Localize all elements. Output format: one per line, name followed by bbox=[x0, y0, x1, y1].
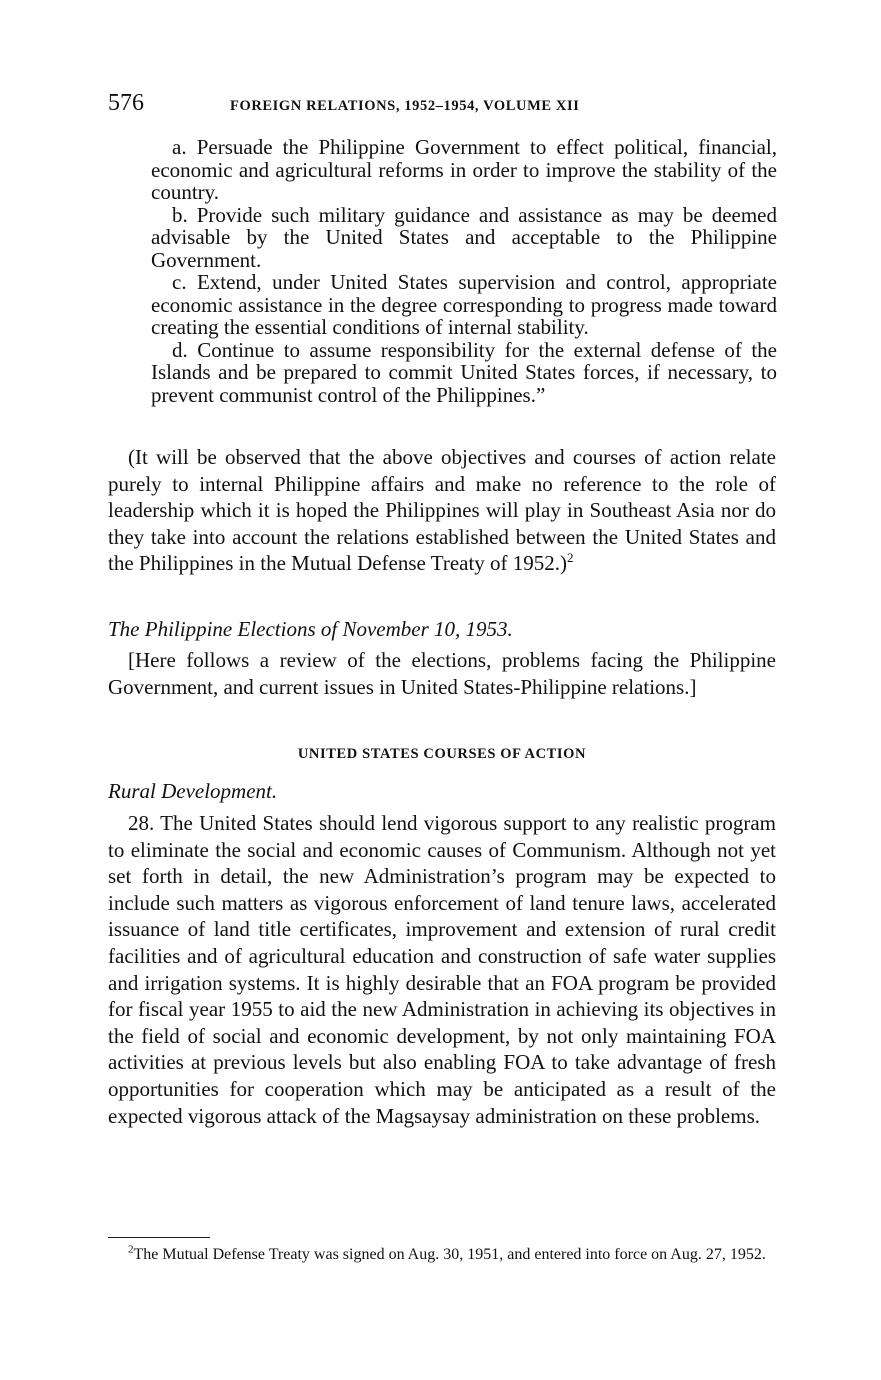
footnote-rule bbox=[108, 1237, 210, 1238]
paragraph-28: 28. The United States should lend vigorous support to any realistic program to eliminate the social and economic causes of Communism. Although not yet set forth in detail, the new Administration’s program may be expected to include such matters as vigorous enforcement of land tenure laws, accelerated issuance of land title certificates, improvement and extension of rural credit facilities and of agricultural education and construction of safe water supplies and irrigation systems. It is highly desirable that an FOA program be provided for fiscal year 1955 to aid the new Administration in achieving its objectives in the field of social and economic development, by not only maintaining FOA activities at previous levels but also enabling FOA to take advantage of fresh opportunities for cooperation which may be anticipated as a result of the expected vigorous attack of the Magsaysay administration on these problems. bbox=[108, 811, 776, 1128]
editorial-note-block bbox=[108, 647, 776, 700]
editorial-note: [Here follows a review of the elections, problems facing the Philippine Government, and current issues in United States-Philippine relations.] bbox=[108, 648, 776, 699]
quoted-item-a: a. Persuade the Philippine Government to effect political, financial, economic and agricultural reforms in order to improve the stability of the country. bbox=[151, 135, 777, 204]
running-head: FOREIGN RELATIONS, 1952–1954, VOLUME XII bbox=[230, 98, 580, 114]
quoted-item-c: c. Extend, under United States supervision and control, appropriate economic assistance in the degree corresponding to progress made toward creating the essential conditions of internal stability. bbox=[151, 270, 777, 339]
page-number: 576 bbox=[108, 90, 144, 116]
footnote-reference: 2 bbox=[567, 550, 574, 566]
quoted-objectives bbox=[151, 136, 777, 406]
section-heading: UNITED STATES COURSES OF ACTION bbox=[297, 746, 587, 762]
observation-paragraph bbox=[108, 444, 776, 577]
footnote-mark: 2 bbox=[128, 1243, 134, 1256]
quoted-item-b: b. Provide such military guidance and assistance as may be deemed advisable by the United States and acceptable to the Philippine Government. bbox=[151, 202, 777, 272]
footnote bbox=[108, 1244, 776, 1265]
observation-text: (It will be observed that the above objectives and courses of action relate purely to internal Philippine affairs and make no reference to the role of leadership which it is hoped the Philippines will play in Southeast Asia nor do they take into account the relations established between the United States and the Philippines in the Mutual Defense Treaty of 1952.) bbox=[108, 445, 776, 576]
quoted-item-d: d. Continue to assume responsibility for the external defense of the Islands and be prepared to commit United States forces, if necessary, to prevent communist control of the Philippines.” bbox=[151, 337, 777, 407]
rural-development-heading: Rural Development. bbox=[108, 779, 278, 803]
paragraph-28-block bbox=[108, 810, 776, 1129]
observation-block bbox=[108, 444, 776, 577]
elections-heading: The Philippine Elections of November 10, 1953. bbox=[108, 617, 513, 641]
page-header bbox=[108, 90, 768, 124]
footnote-text: The Mutual Defense Treaty was signed on Aug. 30, 1951, and entered into force on Aug. 27, 1952. bbox=[133, 1246, 766, 1263]
